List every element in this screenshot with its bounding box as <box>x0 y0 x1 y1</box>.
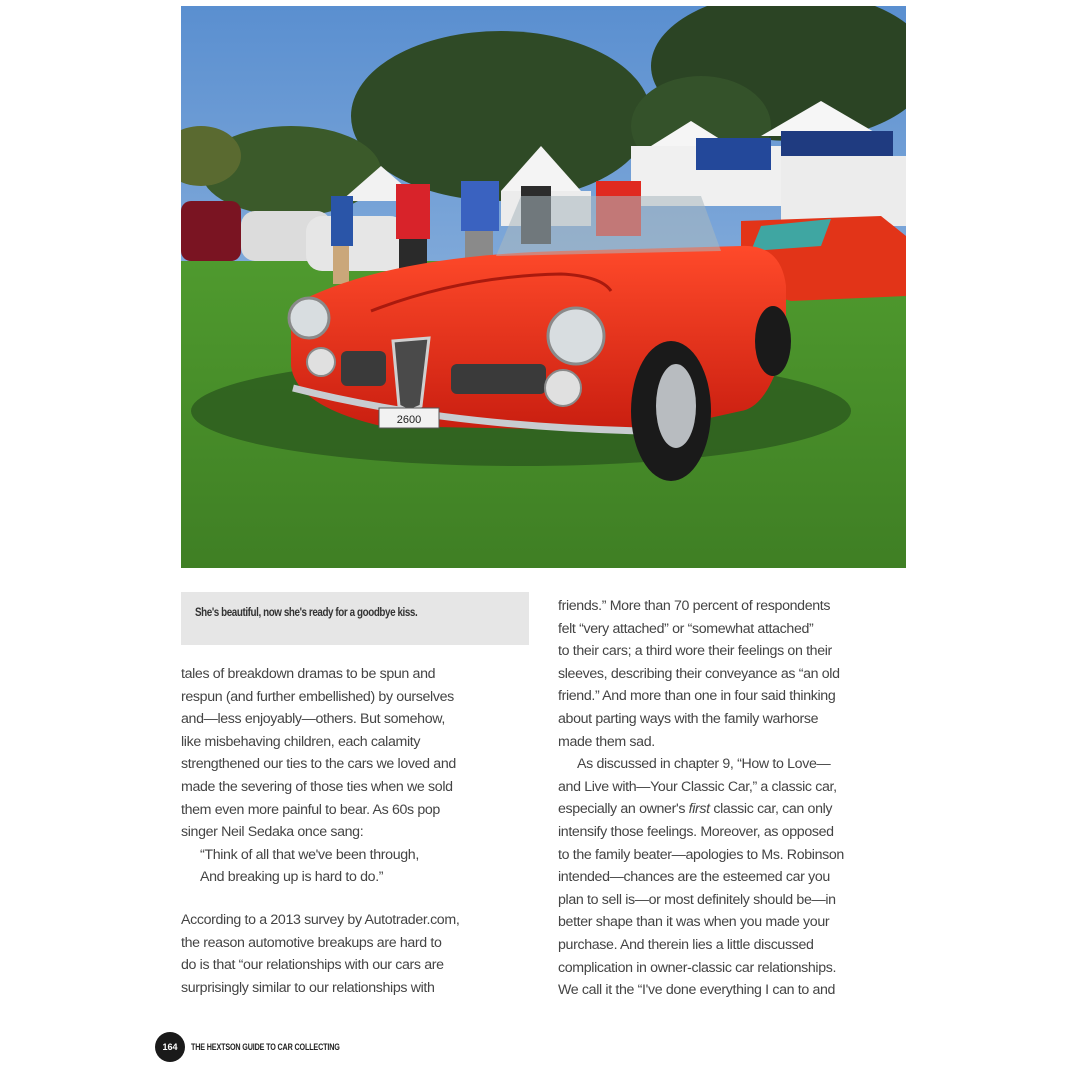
text-line: We call it the “I've done everything I can to and <box>558 982 836 999</box>
text-line: made the severing of those ties when we sold <box>181 778 453 795</box>
column2-text <box>558 595 908 1002</box>
text-line: them even more painful to bear. As 60s pop <box>181 801 440 818</box>
quote-line: And breaking up is hard to do.” <box>200 869 384 886</box>
text-line: strengthened our ties to the cars we loved and <box>181 756 456 773</box>
text-line: purchase. And therein lies a little discussed <box>558 936 814 953</box>
text-line: friends.” More than 70 percent of respondents <box>558 598 831 614</box>
text-line: to the family beater—apologies to Ms. Robinson <box>558 846 844 863</box>
text-line: better shape than it was when you made your <box>558 914 830 931</box>
text-line: plan to sell is—or most definitely should be—in <box>558 891 836 908</box>
page-footer <box>155 1031 377 1063</box>
text-fragment: especially an owner's <box>558 801 689 818</box>
text-line: made them sad. <box>558 733 655 750</box>
text-line: to their cars; a third wore their feelings on their <box>558 643 832 660</box>
text-line: respun (and further embellished) by ourselves <box>181 688 454 705</box>
classic-car-photo-icon <box>181 6 906 568</box>
emphasis-first: first <box>688 801 710 818</box>
page-number: 164 <box>155 1032 185 1062</box>
text-line: and—less enjoyably—others. But somehow, <box>181 711 445 728</box>
text-line: singer Neil Sedaka once sang: <box>181 824 364 841</box>
text-line: like misbehaving children, each calamity <box>181 733 421 750</box>
text-line: tales of breakdown dramas to be spun and <box>181 666 436 682</box>
text-line: intended—chances are the esteemed car you <box>558 869 830 886</box>
text-line: and Live with—Your Classic Car,” a classic car, <box>558 778 837 795</box>
caption-box <box>181 592 529 645</box>
text-line: felt “very attached” or “somewhat attached” <box>558 620 814 637</box>
text-line <box>558 798 908 821</box>
text-line: surprisingly similar to our relationships with <box>181 979 435 996</box>
photo-caption: She's beautiful, now she's ready for a goodbye kiss. <box>195 605 418 619</box>
running-title: THE HEXTSON GUIDE TO CAR COLLECTING <box>191 1042 340 1052</box>
text-line: intensify those feelings. Moreover, as opposed <box>558 823 834 840</box>
text-line: According to a 2013 survey by Autotrader.com, <box>181 912 460 928</box>
text-line: the reason automotive breakups are hard to <box>181 934 442 951</box>
text-line: about parting ways with the family warhorse <box>558 710 819 727</box>
text-fragment: classic car, can only <box>709 801 833 818</box>
text-line: do is that “our relationships with our cars are <box>181 957 444 974</box>
column1-bottom-text <box>181 909 526 999</box>
text-line: complication in owner-classic car relationships. <box>558 959 837 976</box>
text-line: As discussed in chapter 9, “How to Love— <box>577 756 831 773</box>
column1-top-text <box>181 663 526 889</box>
text-line: sleeves, describing their conveyance as “an old <box>558 665 840 682</box>
classic-car-photo <box>181 6 906 568</box>
text-line: friend.” And more than one in four said thinking <box>558 688 836 705</box>
quote-line: “Think of all that we've been through, <box>200 846 419 863</box>
plate-text: 2600 <box>396 414 422 426</box>
